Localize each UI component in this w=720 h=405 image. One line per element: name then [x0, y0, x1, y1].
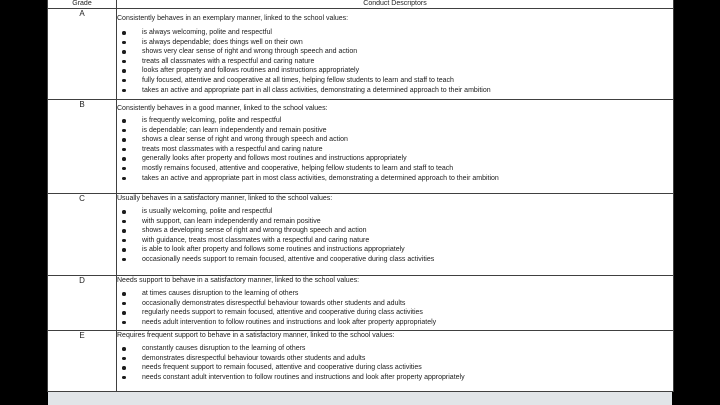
- grade-row-b: [48, 100, 674, 194]
- list-item-text: is dependable; can learn independently and remain positive: [142, 126, 327, 134]
- list-item-text: needs constant adult intervention to follow routines and instructions and look after property appropriately: [142, 373, 465, 381]
- bullet-icon: [122, 258, 126, 262]
- grade-row-c: [48, 194, 674, 276]
- list-item-text: demonstrates disrespectful behaviour towards other students and adults: [142, 354, 366, 362]
- bullet-icon: [122, 60, 126, 64]
- descriptor-intro: Needs support to behave in a satisfactory manner, linked to the school values:: [117, 277, 360, 284]
- list-item-text: needs frequent support to remain focused, attentive and cooperative during class activities: [142, 364, 422, 372]
- descriptor-list: [117, 28, 673, 95]
- descriptor-cell: [117, 100, 674, 194]
- bullet-icon: [122, 129, 126, 133]
- list-item-text: shows a developing sense of right and wrong through speech and action: [142, 227, 367, 235]
- list-item-text: shows very clear sense of right and wrong through speech and action: [142, 48, 358, 56]
- list-item: [117, 354, 673, 364]
- grade-cell: D: [48, 276, 117, 331]
- list-item-text: with support, can learn independently and remain positive: [142, 217, 321, 225]
- list-item-text: takes an active and appropriate part in all class activities, demonstrating a determined approach to their ambition: [142, 86, 491, 94]
- list-item: [117, 363, 673, 373]
- descriptor-intro: Usually behaves in a satisfactory manner, linked to the school values:: [117, 195, 333, 202]
- bullet-icon: [122, 302, 126, 306]
- grade-cell: A: [48, 9, 117, 100]
- descriptor-list: [117, 207, 673, 265]
- bullet-icon: [122, 347, 126, 351]
- descriptor-list: [117, 116, 673, 183]
- grade-row-a: [48, 9, 674, 100]
- bullet-icon: [122, 69, 126, 73]
- list-item: [117, 126, 673, 136]
- list-item: [117, 135, 673, 145]
- left-margin-bar: [0, 0, 48, 405]
- list-item-text: treats all classmates with a respectful and caring nature: [142, 57, 315, 65]
- list-item-text: is frequently welcoming, polite and respectful: [142, 117, 282, 124]
- list-item: [117, 373, 673, 383]
- grade-cell: B: [48, 100, 117, 194]
- descriptor-cell: [117, 276, 674, 331]
- bullet-icon: [122, 50, 126, 54]
- bullet-icon: [122, 89, 126, 93]
- conduct-descriptors-table: [47, 0, 674, 392]
- list-item-text: is usually welcoming, polite and respectful: [142, 208, 273, 215]
- list-item-text: looks after property and follows routines and instructions appropriately: [142, 67, 360, 75]
- descriptor-cell: [117, 331, 674, 392]
- grade-column-header: Grade: [48, 0, 117, 9]
- descriptor-list: [117, 289, 673, 327]
- descriptor-list: [117, 344, 673, 382]
- list-item: [117, 318, 673, 328]
- list-item: [117, 255, 673, 265]
- list-item: [117, 28, 673, 38]
- bullet-icon: [122, 321, 126, 325]
- right-margin-bar: [672, 0, 720, 405]
- list-item: [117, 236, 673, 246]
- list-item-text: with guidance, treats most classmates with a respectful and caring nature: [142, 236, 370, 244]
- bullet-icon: [122, 357, 126, 361]
- descriptor-intro: Requires frequent support to behave in a satisfactory manner, linked to the school values:: [117, 332, 395, 339]
- list-item: [117, 245, 673, 255]
- list-item-text: fully focused, attentive and cooperative at all times, helping fellow students to learn and staff to teach: [142, 76, 454, 84]
- list-item: [117, 207, 673, 217]
- grade-row-e: [48, 331, 674, 392]
- bullet-icon: [122, 157, 126, 161]
- list-item: [117, 308, 673, 318]
- list-item-text: treats most classmates with a respectful and caring nature: [142, 145, 323, 153]
- descriptor-intro: Consistently behaves in an exemplary manner, linked to the school values:: [117, 15, 349, 22]
- descriptor-cell: [117, 9, 674, 100]
- bullet-icon: [122, 366, 126, 370]
- list-item-text: generally looks after property and follows most routines and instructions appropriately: [142, 155, 407, 163]
- list-item: [117, 299, 673, 309]
- list-item-text: is always welcoming, polite and respectful: [142, 29, 272, 36]
- bullet-icon: [122, 376, 126, 380]
- bullet-icon: [122, 167, 126, 171]
- grade-row-d: [48, 276, 674, 331]
- bullet-icon: [122, 138, 126, 142]
- list-item-text: occasionally demonstrates disrespectful behaviour towards other students and adults: [142, 299, 406, 307]
- bullet-icon: [122, 248, 126, 252]
- grade-cell: C: [48, 194, 117, 276]
- list-item-text: constantly causes disruption to the learning of others: [142, 345, 306, 352]
- list-item-text: needs adult intervention to follow routines and instructions and look after property appropriately: [142, 318, 437, 326]
- list-item: [117, 145, 673, 155]
- list-item-text: at times causes disruption to the learning of others: [142, 290, 299, 297]
- list-item: [117, 66, 673, 76]
- table-header-row: [48, 0, 674, 9]
- grade-cell: E: [48, 331, 117, 392]
- descriptor-cell: [117, 194, 674, 276]
- bullet-icon: [122, 311, 126, 315]
- bullet-icon: [122, 239, 126, 243]
- list-item-text: regularly needs support to remain focused, attentive and cooperative during class activities: [142, 309, 423, 317]
- bullet-icon: [122, 220, 126, 224]
- list-item: [117, 226, 673, 236]
- descriptor-intro: Consistently behaves in a good manner, linked to the school values:: [117, 105, 328, 112]
- descriptor-column-header: Conduct Descriptors: [117, 0, 674, 9]
- bullet-icon: [122, 119, 126, 123]
- bullet-icon: [122, 292, 126, 296]
- list-item: [117, 47, 673, 57]
- list-item: [117, 217, 673, 227]
- list-item: [117, 38, 673, 48]
- bullet-icon: [122, 41, 126, 45]
- bullet-icon: [122, 210, 126, 214]
- list-item-text: shows a clear sense of right and wrong through speech and action: [142, 136, 348, 144]
- list-item-text: takes an active and appropriate part in most class activities, demonstrating a determined approach to their ambition: [142, 174, 499, 182]
- bullet-icon: [122, 79, 126, 83]
- list-item-text: is able to look after property and follows some routines and instructions appropriately: [142, 246, 405, 254]
- list-item: [117, 174, 673, 184]
- list-item-text: occasionally needs support to remain focused, attentive and cooperative during class activities: [142, 255, 435, 263]
- list-item: [117, 289, 673, 299]
- bullet-icon: [122, 229, 126, 233]
- bullet-icon: [122, 31, 126, 35]
- bullet-icon: [122, 148, 126, 152]
- list-item-text: mostly remains focused, attentive and cooperative, helping fellow students to learn and staff to teach: [142, 164, 454, 172]
- list-item: [117, 86, 673, 96]
- list-item: [117, 57, 673, 67]
- list-item-text: is always dependable; does things well on their own: [142, 38, 303, 46]
- list-item: [117, 76, 673, 86]
- list-item: [117, 116, 673, 126]
- list-item: [117, 164, 673, 174]
- list-item: [117, 154, 673, 164]
- list-item: [117, 344, 673, 354]
- bullet-icon: [122, 177, 126, 181]
